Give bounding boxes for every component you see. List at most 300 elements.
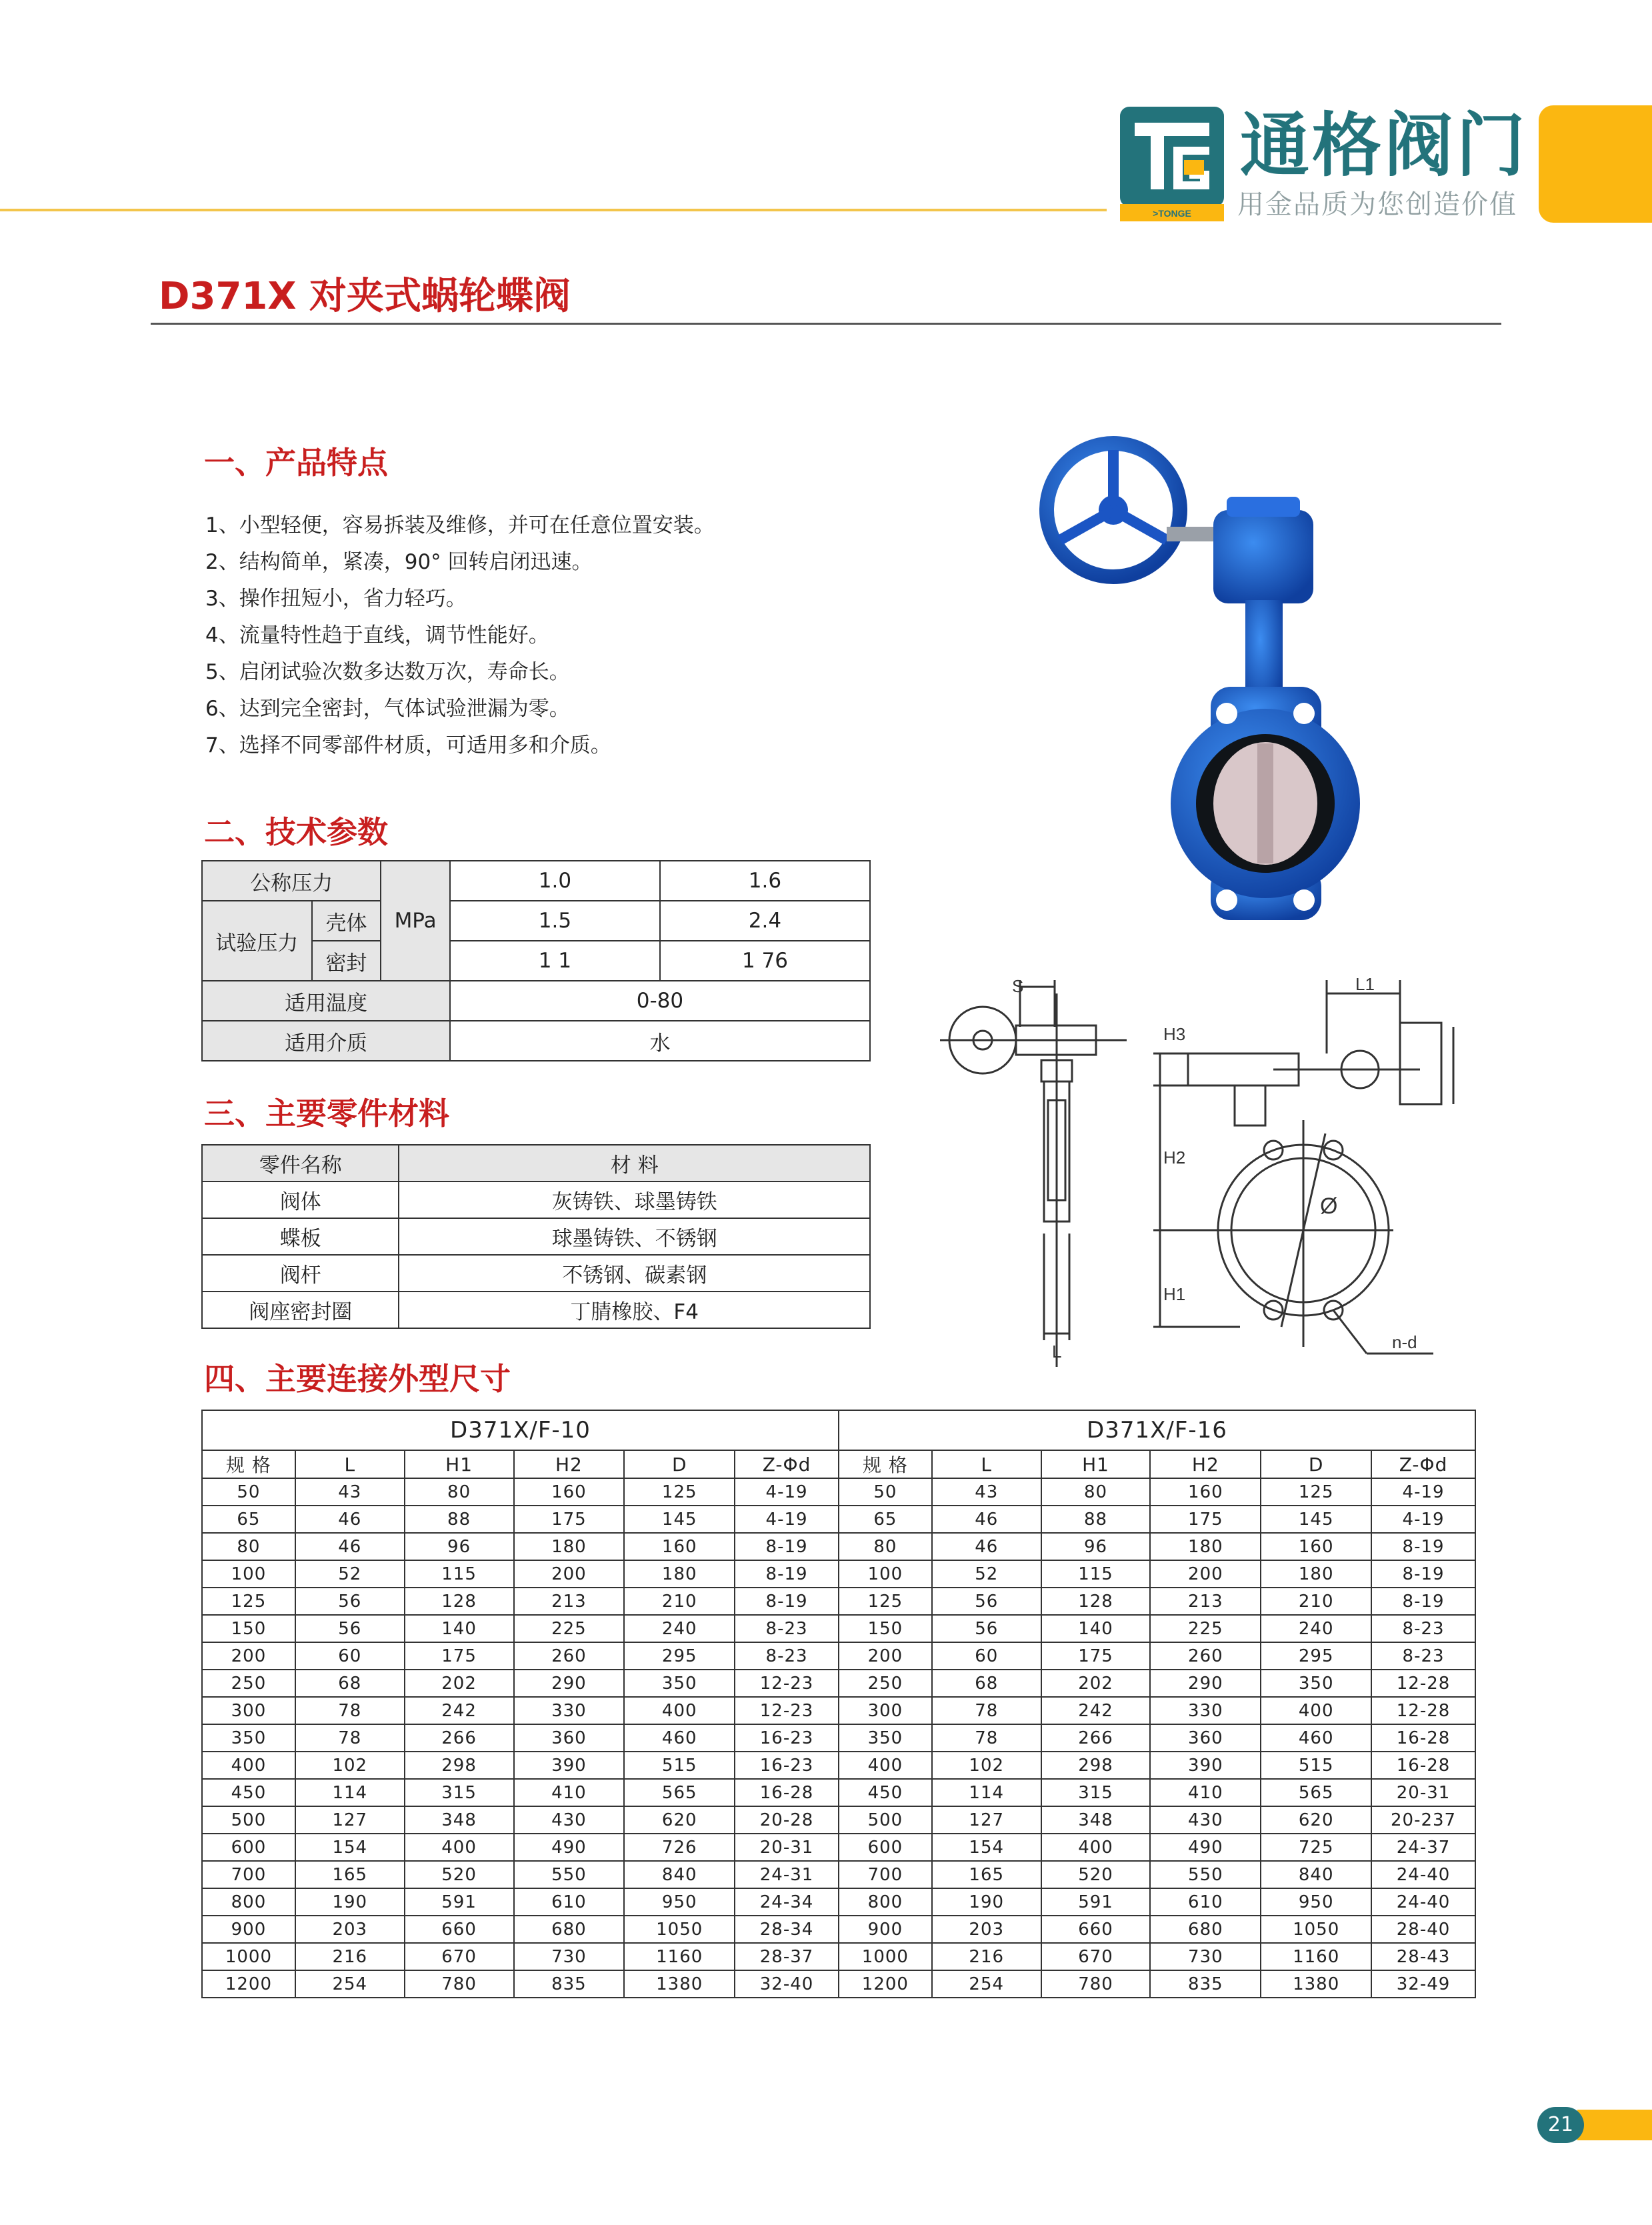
table-cell: 200 bbox=[1150, 1560, 1261, 1588]
table-cell: 8-19 bbox=[1371, 1560, 1475, 1588]
table-cell: 670 bbox=[1041, 1943, 1151, 1970]
table-cell: 46 bbox=[932, 1506, 1041, 1533]
table-cell: 80 bbox=[1041, 1478, 1151, 1506]
table-cell: 20-28 bbox=[735, 1806, 839, 1834]
table-cell: 180 bbox=[514, 1533, 625, 1560]
table-cell: 24-31 bbox=[735, 1861, 839, 1888]
group-header-right: D371X/F-16 bbox=[839, 1410, 1475, 1450]
table-cell: 160 bbox=[1150, 1478, 1261, 1506]
brand-name: 通格阀门 bbox=[1240, 105, 1529, 186]
table-cell: 210 bbox=[624, 1588, 735, 1615]
table-cell: 1050 bbox=[624, 1916, 735, 1943]
table-cell: 1.0 bbox=[450, 861, 660, 901]
table-cell: 835 bbox=[1150, 1970, 1261, 1998]
table-cell: 1160 bbox=[624, 1943, 735, 1970]
table-cell: 180 bbox=[1150, 1533, 1261, 1560]
table-cell: 46 bbox=[295, 1506, 405, 1533]
table-cell: 2.4 bbox=[660, 901, 870, 941]
table-cell: 175 bbox=[1150, 1506, 1261, 1533]
table-cell: 216 bbox=[295, 1943, 405, 1970]
table-cell: 730 bbox=[1150, 1943, 1261, 1970]
group-header-left: D371X/F-10 bbox=[202, 1410, 839, 1450]
column-header: D bbox=[624, 1450, 735, 1478]
table-cell: 128 bbox=[405, 1588, 514, 1615]
dim-label-l1: L1 bbox=[1355, 974, 1375, 994]
table-cell: 16-23 bbox=[735, 1724, 839, 1752]
table-row bbox=[202, 1478, 1475, 1506]
feature-item: 7、选择不同零部件材质，可适用多和介质。 bbox=[205, 733, 611, 757]
logo-tag: >TONGE bbox=[1153, 208, 1191, 219]
table-cell: 700 bbox=[839, 1861, 932, 1888]
table-cell: 202 bbox=[405, 1670, 514, 1697]
table-cell: 900 bbox=[839, 1916, 932, 1943]
table-cell: 254 bbox=[295, 1970, 405, 1998]
table-cell: 390 bbox=[514, 1752, 625, 1779]
table-row bbox=[202, 1642, 1475, 1670]
table-cell: 24-34 bbox=[735, 1888, 839, 1916]
table-cell: 96 bbox=[1041, 1533, 1151, 1560]
dimensions-heading: 四、主要连接外型尺寸 bbox=[204, 1361, 511, 1397]
table-cell: 160 bbox=[1261, 1533, 1371, 1560]
table-cell: 78 bbox=[295, 1697, 405, 1724]
table-cell: 200 bbox=[202, 1642, 295, 1670]
table-cell: 400 bbox=[624, 1697, 735, 1724]
table-row bbox=[202, 1888, 1475, 1916]
table-cell: 330 bbox=[514, 1697, 625, 1724]
table-cell: 12-23 bbox=[735, 1670, 839, 1697]
table-cell: 670 bbox=[405, 1943, 514, 1970]
table-cell: 96 bbox=[405, 1533, 514, 1560]
part-material: 不锈钢、碳素钢 bbox=[399, 1255, 870, 1292]
table-cell: 390 bbox=[1150, 1752, 1261, 1779]
table-cell: 515 bbox=[624, 1752, 735, 1779]
dim-label-nd: n-d bbox=[1392, 1332, 1417, 1352]
table-cell: 190 bbox=[932, 1888, 1041, 1916]
table-cell: 950 bbox=[1261, 1888, 1371, 1916]
title-rule bbox=[151, 323, 1501, 325]
table-cell: 4-19 bbox=[1371, 1478, 1475, 1506]
table-cell: 348 bbox=[1041, 1806, 1151, 1834]
table-cell: 610 bbox=[514, 1888, 625, 1916]
table-row bbox=[202, 1560, 1475, 1588]
table-cell: 600 bbox=[202, 1834, 295, 1861]
part-name: 阀座密封圈 bbox=[202, 1292, 399, 1328]
table-cell: 52 bbox=[295, 1560, 405, 1588]
table-cell: 60 bbox=[295, 1642, 405, 1670]
table-cell: 12-28 bbox=[1371, 1670, 1475, 1697]
column-header: H2 bbox=[514, 1450, 625, 1478]
table-cell: 1200 bbox=[202, 1970, 295, 1998]
table-cell: 225 bbox=[1150, 1615, 1261, 1642]
table-cell: 20-31 bbox=[735, 1834, 839, 1861]
table-cell: 8-19 bbox=[735, 1588, 839, 1615]
table-cell: 12-23 bbox=[735, 1697, 839, 1724]
header-accent-tab bbox=[1539, 105, 1652, 223]
table-row bbox=[202, 1588, 1475, 1615]
feature-item: 1、小型轻便，容易拆装及维修，并可在任意位置安装。 bbox=[205, 513, 715, 537]
table-row bbox=[202, 1697, 1475, 1724]
table-cell: 515 bbox=[1261, 1752, 1371, 1779]
table-cell: 180 bbox=[624, 1560, 735, 1588]
table-row bbox=[202, 1834, 1475, 1861]
dim-label-phi: Ø bbox=[1320, 1194, 1338, 1219]
table-cell: 28-43 bbox=[1371, 1943, 1475, 1970]
table-cell: 1160 bbox=[1261, 1943, 1371, 1970]
table-cell: 4-19 bbox=[1371, 1506, 1475, 1533]
feature-item: 3、操作扭短小，省力轻巧。 bbox=[205, 587, 467, 611]
table-row bbox=[202, 1506, 1475, 1533]
table-cell: 8-19 bbox=[735, 1533, 839, 1560]
table-cell: 400 bbox=[1041, 1834, 1151, 1861]
table-cell: 213 bbox=[1150, 1588, 1261, 1615]
table-cell: 150 bbox=[839, 1615, 932, 1642]
table-cell: 726 bbox=[624, 1834, 735, 1861]
table-cell: 242 bbox=[1041, 1697, 1151, 1724]
table-cell: 125 bbox=[1261, 1478, 1371, 1506]
dim-label-h2: H2 bbox=[1163, 1148, 1186, 1168]
table-cell: 360 bbox=[514, 1724, 625, 1752]
table-cell: 295 bbox=[1261, 1642, 1371, 1670]
shell-label: 壳体 bbox=[312, 901, 381, 941]
table-cell: 16-28 bbox=[1371, 1724, 1475, 1752]
table-cell: 56 bbox=[295, 1615, 405, 1642]
table-row bbox=[202, 1752, 1475, 1779]
table-cell: 154 bbox=[932, 1834, 1041, 1861]
page-number-bar bbox=[1577, 2110, 1652, 2140]
table-cell: 840 bbox=[624, 1861, 735, 1888]
table-cell: 165 bbox=[932, 1861, 1041, 1888]
table-cell: 295 bbox=[624, 1642, 735, 1670]
table-cell: 835 bbox=[514, 1970, 625, 1998]
table-cell: 565 bbox=[624, 1779, 735, 1806]
table-cell: 165 bbox=[295, 1861, 405, 1888]
table-cell: 20-237 bbox=[1371, 1806, 1475, 1834]
table-cell: 190 bbox=[295, 1888, 405, 1916]
table-cell: 100 bbox=[202, 1560, 295, 1588]
table-cell: 240 bbox=[624, 1615, 735, 1642]
table-cell: 125 bbox=[624, 1478, 735, 1506]
table-cell: 102 bbox=[295, 1752, 405, 1779]
table-cell: 225 bbox=[514, 1615, 625, 1642]
table-cell: 65 bbox=[202, 1506, 295, 1533]
table-cell: 43 bbox=[295, 1478, 405, 1506]
table-cell: 250 bbox=[202, 1670, 295, 1697]
feature-item: 6、达到完全密封，气体试验泄漏为零。 bbox=[205, 697, 570, 721]
table-cell: 315 bbox=[1041, 1779, 1151, 1806]
table-cell: 950 bbox=[624, 1888, 735, 1916]
table-cell: 24-40 bbox=[1371, 1888, 1475, 1916]
table-cell: 260 bbox=[514, 1642, 625, 1670]
table-cell: 660 bbox=[405, 1916, 514, 1943]
table-cell: 160 bbox=[624, 1533, 735, 1560]
table-cell: 400 bbox=[1261, 1697, 1371, 1724]
materials-table bbox=[201, 1144, 871, 1329]
table-cell: 16-28 bbox=[1371, 1752, 1475, 1779]
table-cell: 330 bbox=[1150, 1697, 1261, 1724]
column-header: L bbox=[932, 1450, 1041, 1478]
table-cell: 24-37 bbox=[1371, 1834, 1475, 1861]
table-cell: 20-31 bbox=[1371, 1779, 1475, 1806]
table-cell: 730 bbox=[514, 1943, 625, 1970]
table-cell: 56 bbox=[932, 1615, 1041, 1642]
dim-label-l: L bbox=[1052, 1342, 1062, 1362]
feature-item: 5、启闭试验次数多达数万次，寿命长。 bbox=[205, 660, 570, 684]
table-cell: 28-34 bbox=[735, 1916, 839, 1943]
table-row bbox=[202, 1533, 1475, 1560]
table-cell: 600 bbox=[839, 1834, 932, 1861]
table-cell: 216 bbox=[932, 1943, 1041, 1970]
table-row bbox=[202, 1943, 1475, 1970]
table-cell: 460 bbox=[1261, 1724, 1371, 1752]
table-cell: 490 bbox=[514, 1834, 625, 1861]
table-cell: 900 bbox=[202, 1916, 295, 1943]
table-cell: 52 bbox=[932, 1560, 1041, 1588]
table-cell: 400 bbox=[202, 1752, 295, 1779]
features-heading: 一、产品特点 bbox=[204, 445, 388, 481]
table-cell: 80 bbox=[405, 1478, 514, 1506]
table-cell: 400 bbox=[405, 1834, 514, 1861]
table-cell: 1380 bbox=[1261, 1970, 1371, 1998]
table-cell: 200 bbox=[839, 1642, 932, 1670]
table-cell: 115 bbox=[405, 1560, 514, 1588]
table-cell: 128 bbox=[1041, 1588, 1151, 1615]
table-cell: 100 bbox=[839, 1560, 932, 1588]
table-cell: 680 bbox=[514, 1916, 625, 1943]
table-cell: 68 bbox=[295, 1670, 405, 1697]
header-rule bbox=[0, 209, 1107, 211]
table-cell: 1200 bbox=[839, 1970, 932, 1998]
temp-label: 适用温度 bbox=[202, 981, 450, 1021]
table-cell: 78 bbox=[295, 1724, 405, 1752]
table-cell: 150 bbox=[202, 1615, 295, 1642]
table-cell: 410 bbox=[514, 1779, 625, 1806]
table-cell: 260 bbox=[1150, 1642, 1261, 1670]
table-cell: 800 bbox=[202, 1888, 295, 1916]
table-cell: 114 bbox=[295, 1779, 405, 1806]
table-cell: 400 bbox=[839, 1752, 932, 1779]
table-cell: 298 bbox=[1041, 1752, 1151, 1779]
part-material: 灰铸铁、球墨铸铁 bbox=[399, 1182, 870, 1218]
table-cell: 4-19 bbox=[735, 1506, 839, 1533]
table-cell: 410 bbox=[1150, 1779, 1261, 1806]
test-pressure-label: 试验压力 bbox=[202, 901, 312, 981]
table-cell: 127 bbox=[932, 1806, 1041, 1834]
table-cell: 32-49 bbox=[1371, 1970, 1475, 1998]
table-row bbox=[202, 1779, 1475, 1806]
table-cell: 780 bbox=[1041, 1970, 1151, 1998]
column-header: Z-Φd bbox=[735, 1450, 839, 1478]
table-cell: 60 bbox=[932, 1642, 1041, 1670]
column-header: 材 料 bbox=[399, 1145, 870, 1182]
table-cell: 127 bbox=[295, 1806, 405, 1834]
table-cell: 700 bbox=[202, 1861, 295, 1888]
part-name: 阀体 bbox=[202, 1182, 399, 1218]
table-cell: 80 bbox=[202, 1533, 295, 1560]
table-cell: 56 bbox=[295, 1588, 405, 1615]
table-cell: 591 bbox=[405, 1888, 514, 1916]
table-cell: 8-23 bbox=[735, 1615, 839, 1642]
table-cell: 266 bbox=[1041, 1724, 1151, 1752]
table-cell: 1380 bbox=[624, 1970, 735, 1998]
table-cell: 125 bbox=[202, 1588, 295, 1615]
table-row bbox=[202, 1970, 1475, 1998]
table-cell: 450 bbox=[839, 1779, 932, 1806]
table-cell: 350 bbox=[202, 1724, 295, 1752]
table-cell: 32-40 bbox=[735, 1970, 839, 1998]
table-cell: 28-40 bbox=[1371, 1916, 1475, 1943]
table-cell: 8-19 bbox=[1371, 1588, 1475, 1615]
table-cell: 8-19 bbox=[735, 1560, 839, 1588]
column-header: H1 bbox=[405, 1450, 514, 1478]
table-cell: 115 bbox=[1041, 1560, 1151, 1588]
table-row bbox=[202, 1916, 1475, 1943]
table-cell: 680 bbox=[1150, 1916, 1261, 1943]
table-cell: 175 bbox=[405, 1642, 514, 1670]
table-cell: 290 bbox=[514, 1670, 625, 1697]
product-photo bbox=[1033, 433, 1380, 940]
table-cell: 430 bbox=[1150, 1806, 1261, 1834]
dim-label-h1: H1 bbox=[1163, 1284, 1186, 1304]
medium-label: 适用介质 bbox=[202, 1021, 450, 1061]
table-cell: 591 bbox=[1041, 1888, 1151, 1916]
table-cell: 800 bbox=[839, 1888, 932, 1916]
table-cell: 68 bbox=[932, 1670, 1041, 1697]
params-heading: 二、技术参数 bbox=[204, 814, 388, 850]
table-cell: 1.6 bbox=[660, 861, 870, 901]
pressure-unit: MPa bbox=[381, 861, 450, 981]
table-row bbox=[202, 1670, 1475, 1697]
medium-value: 水 bbox=[450, 1021, 870, 1061]
feature-item: 4、流量特性趋于直线，调节性能好。 bbox=[205, 623, 549, 647]
table-cell: 16-28 bbox=[735, 1779, 839, 1806]
column-header: 零件名称 bbox=[202, 1145, 399, 1182]
table-cell: 1050 bbox=[1261, 1916, 1371, 1943]
table-cell: 8-23 bbox=[1371, 1615, 1475, 1642]
tech-params-table bbox=[201, 860, 871, 1061]
table-cell: 450 bbox=[202, 1779, 295, 1806]
table-cell: 550 bbox=[514, 1861, 625, 1888]
table-cell: 315 bbox=[405, 1779, 514, 1806]
table-cell: 298 bbox=[405, 1752, 514, 1779]
table-cell: 254 bbox=[932, 1970, 1041, 1998]
table-cell: 202 bbox=[1041, 1670, 1151, 1697]
table-cell: 203 bbox=[932, 1916, 1041, 1943]
table-cell: 266 bbox=[405, 1724, 514, 1752]
table-cell: 102 bbox=[932, 1752, 1041, 1779]
technical-drawing bbox=[927, 953, 1473, 1367]
part-name: 蝶板 bbox=[202, 1218, 399, 1255]
column-header: 规 格 bbox=[839, 1450, 932, 1478]
table-cell: 725 bbox=[1261, 1834, 1371, 1861]
table-cell: 175 bbox=[1041, 1642, 1151, 1670]
page-number: 21 bbox=[1537, 2107, 1584, 2143]
table-cell: 500 bbox=[202, 1806, 295, 1834]
table-cell: 1000 bbox=[839, 1943, 932, 1970]
dim-label-h3: H3 bbox=[1163, 1024, 1186, 1044]
table-cell: 1 76 bbox=[660, 941, 870, 981]
table-cell: 520 bbox=[405, 1861, 514, 1888]
table-cell: 350 bbox=[1261, 1670, 1371, 1697]
table-cell: 1000 bbox=[202, 1943, 295, 1970]
table-row bbox=[202, 1724, 1475, 1752]
column-header: Z-Φd bbox=[1371, 1450, 1475, 1478]
seal-label: 密封 bbox=[312, 941, 381, 981]
table-cell: 490 bbox=[1150, 1834, 1261, 1861]
product-title: D371X 对夹式蜗轮蝶阀 bbox=[159, 275, 571, 318]
table-cell: 460 bbox=[624, 1724, 735, 1752]
table-cell: 140 bbox=[1041, 1615, 1151, 1642]
table-cell: 780 bbox=[405, 1970, 514, 1998]
part-material: 丁腈橡胶、F4 bbox=[399, 1292, 870, 1328]
table-cell: 620 bbox=[624, 1806, 735, 1834]
table-cell: 78 bbox=[932, 1697, 1041, 1724]
table-row bbox=[202, 1615, 1475, 1642]
table-cell: 50 bbox=[839, 1478, 932, 1506]
temp-value: 0-80 bbox=[450, 981, 870, 1021]
table-cell: 500 bbox=[839, 1806, 932, 1834]
table-cell: 50 bbox=[202, 1478, 295, 1506]
table-cell: 46 bbox=[932, 1533, 1041, 1560]
table-cell: 140 bbox=[405, 1615, 514, 1642]
brand-slogan: 用金品质为您创造价值 bbox=[1237, 189, 1517, 220]
table-cell: 300 bbox=[839, 1697, 932, 1724]
column-header: L bbox=[295, 1450, 405, 1478]
table-cell: 1.5 bbox=[450, 901, 660, 941]
feature-item: 2、结构简单，紧凑，90° 回转启闭迅速。 bbox=[205, 550, 593, 574]
table-cell: 24-40 bbox=[1371, 1861, 1475, 1888]
table-cell: 250 bbox=[839, 1670, 932, 1697]
table-row bbox=[202, 1806, 1475, 1834]
table-cell: 175 bbox=[514, 1506, 625, 1533]
table-cell: 565 bbox=[1261, 1779, 1371, 1806]
table-cell: 350 bbox=[624, 1670, 735, 1697]
table-cell: 200 bbox=[514, 1560, 625, 1588]
table-cell: 160 bbox=[514, 1478, 625, 1506]
table-cell: 300 bbox=[202, 1697, 295, 1724]
table-cell: 8-23 bbox=[1371, 1642, 1475, 1670]
table-cell: 610 bbox=[1150, 1888, 1261, 1916]
table-cell: 210 bbox=[1261, 1588, 1371, 1615]
part-name: 阀杆 bbox=[202, 1255, 399, 1292]
table-cell: 46 bbox=[295, 1533, 405, 1560]
table-cell: 28-37 bbox=[735, 1943, 839, 1970]
materials-heading: 三、主要零件材料 bbox=[204, 1095, 449, 1132]
table-cell: 360 bbox=[1150, 1724, 1261, 1752]
column-header: H2 bbox=[1150, 1450, 1261, 1478]
dimensions-table bbox=[201, 1410, 1476, 1998]
table-cell: 203 bbox=[295, 1916, 405, 1943]
table-cell: 88 bbox=[405, 1506, 514, 1533]
table-cell: 8-23 bbox=[735, 1642, 839, 1670]
table-cell: 125 bbox=[839, 1588, 932, 1615]
column-header: D bbox=[1261, 1450, 1371, 1478]
table-cell: 213 bbox=[514, 1588, 625, 1615]
nominal-pressure-label: 公称压力 bbox=[202, 861, 381, 901]
table-cell: 80 bbox=[839, 1533, 932, 1560]
table-cell: 78 bbox=[932, 1724, 1041, 1752]
table-cell: 180 bbox=[1261, 1560, 1371, 1588]
table-cell: 154 bbox=[295, 1834, 405, 1861]
table-cell: 242 bbox=[405, 1697, 514, 1724]
table-cell: 1 1 bbox=[450, 941, 660, 981]
table-cell: 114 bbox=[932, 1779, 1041, 1806]
table-cell: 145 bbox=[624, 1506, 735, 1533]
table-cell: 56 bbox=[932, 1588, 1041, 1615]
table-cell: 350 bbox=[839, 1724, 932, 1752]
table-cell: 550 bbox=[1150, 1861, 1261, 1888]
table-cell: 8-19 bbox=[1371, 1533, 1475, 1560]
table-cell: 660 bbox=[1041, 1916, 1151, 1943]
